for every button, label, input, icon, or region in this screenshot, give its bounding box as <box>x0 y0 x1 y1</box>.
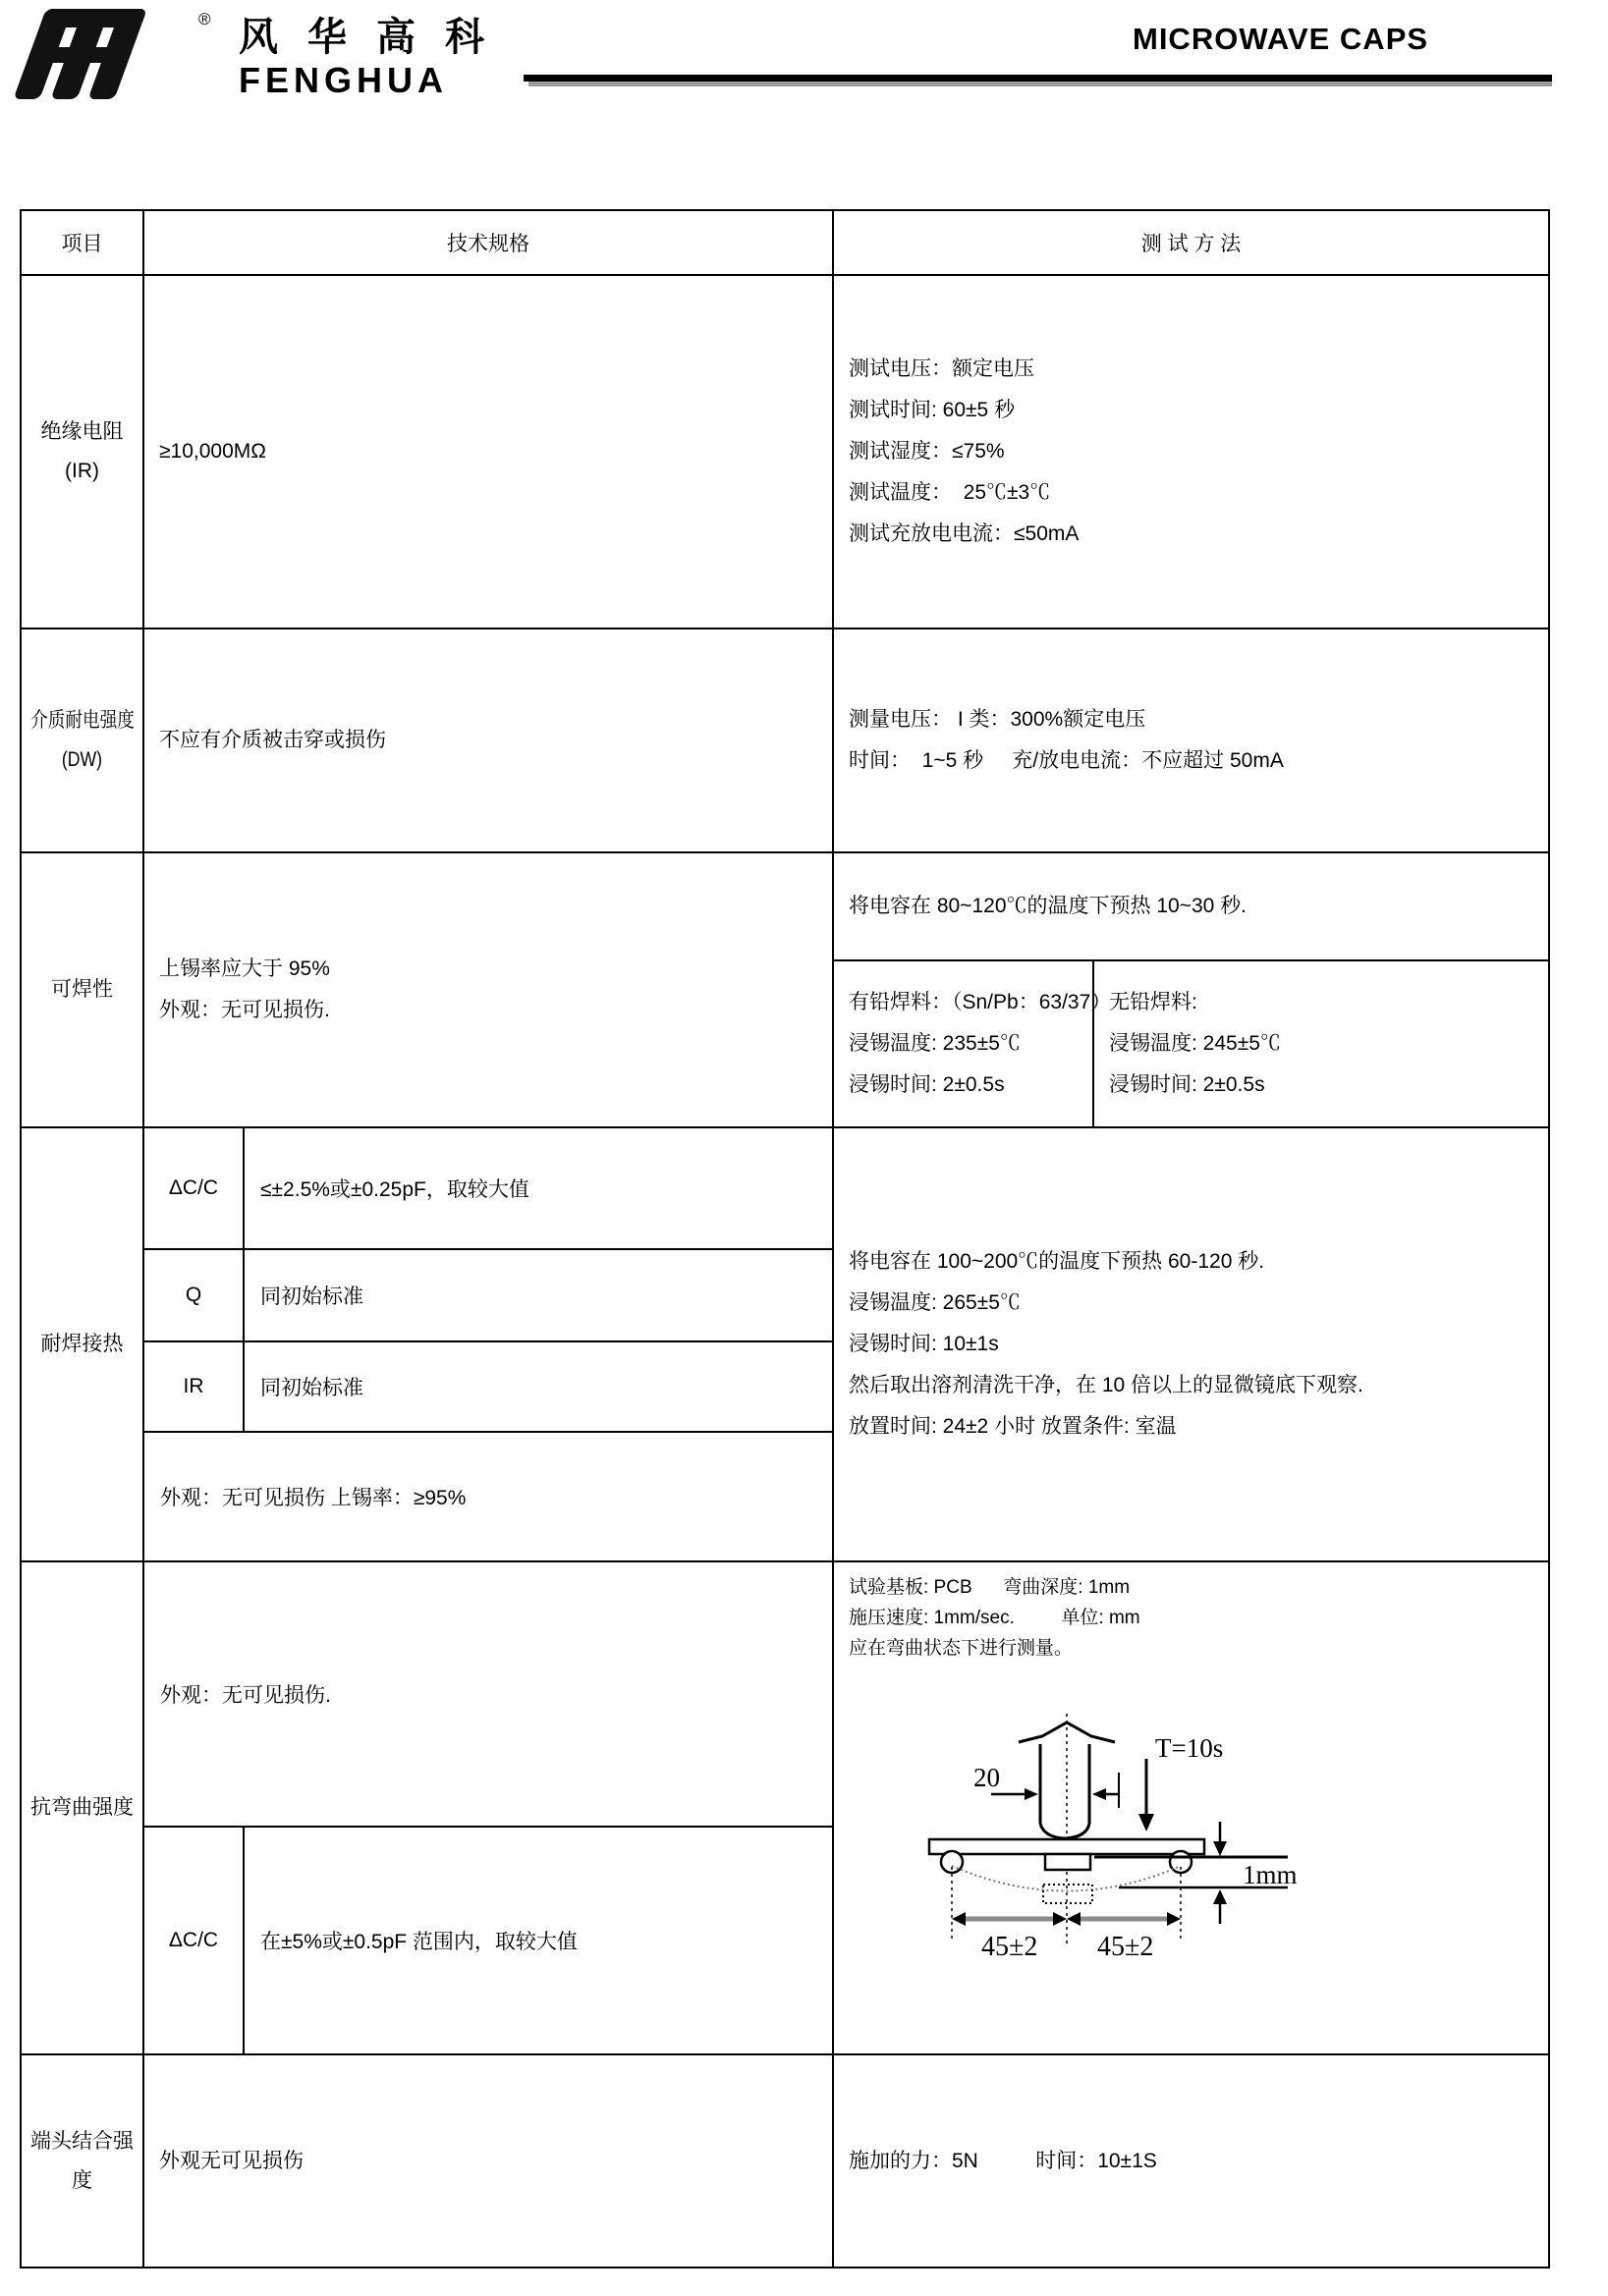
item-label-sub: (IR) <box>65 460 99 482</box>
spec-value: 不应有介质被击穿或损伤 <box>159 729 386 751</box>
item-label: 介质耐电强度 <box>29 709 135 732</box>
span-right-label: 45±2 <box>1097 1932 1154 1962</box>
item-cell <box>22 1128 142 1560</box>
method-cell <box>832 1562 1548 2053</box>
item-label: 端头结合强 <box>30 2129 134 2153</box>
method-line: 应在弯曲状态下进行测量。 <box>849 1638 1074 1659</box>
method-line: 放置时间: 24±2 小时 放置条件: 室温 <box>849 1415 1177 1438</box>
spec-subrow <box>144 1826 832 2053</box>
item-cell <box>22 2055 142 2267</box>
method-cell <box>832 629 1548 851</box>
spec-sub-value: 同初始标准 <box>260 1285 363 1308</box>
item-label: 耐焊接热 <box>40 1333 124 1355</box>
method-line: 浸锡时间: 2±0.5s <box>849 1073 1005 1096</box>
brand-name-en: FENGHUA <box>239 60 448 100</box>
table-header-row <box>22 211 1548 274</box>
table-row <box>22 851 1548 1126</box>
method-line: 将电容在 100~200℃的温度下预热 60-120 秒. <box>849 1250 1265 1273</box>
item-label-sub: (DW) <box>61 748 103 771</box>
deflection-label: 1mm <box>1243 1860 1298 1889</box>
spec-cell <box>142 853 832 1126</box>
spec-sub-label: IR <box>144 1342 245 1431</box>
spec-line: 外观：无可见损伤. <box>159 999 330 1021</box>
method-line: 有铅焊料：（Sn/Pb：63/37） <box>849 991 1112 1013</box>
method-line: 浸锡时间: 10±1s <box>849 1333 999 1355</box>
fenghua-logo-icon <box>14 6 200 102</box>
table-row <box>22 628 1548 851</box>
item-label-sub: 度 <box>72 2168 92 2192</box>
item-cell <box>22 276 142 628</box>
spec-sub-value: 在±5%或±0.5pF 范围内，取较大值 <box>260 1931 578 1953</box>
method-line: 时间： 1~5 秒 充/放电电流：不应超过 50mA <box>849 749 1284 772</box>
leaded-solder-cell <box>834 961 1112 1126</box>
page-title: MICROWAVE CAPS <box>1133 22 1429 56</box>
spec-subrow <box>144 1248 832 1340</box>
header <box>0 0 1608 108</box>
method-line: 浸锡温度: 265±5℃ <box>849 1291 1021 1314</box>
capacitor-bent <box>1043 1885 1092 1903</box>
method-cell <box>832 853 1548 1126</box>
method-cell <box>832 276 1548 628</box>
capacitor <box>1045 1854 1090 1870</box>
spec-cell <box>142 2055 832 2267</box>
method-line: 施压速度: 1mm/sec. 单位: mm <box>849 1608 1140 1628</box>
item-cell <box>22 853 142 1126</box>
table-row <box>22 274 1548 628</box>
item-label: 绝缘电阻 <box>40 420 124 443</box>
solder-cells <box>834 961 1548 1126</box>
jig-top <box>1019 1722 1115 1742</box>
brand-name-cn: 风华高科 <box>239 16 514 59</box>
method-line: 测试时间: 60±5 秒 <box>849 399 1016 421</box>
item-label: 可焊性 <box>51 978 113 1001</box>
spec-sub-value: ≤±2.5%或±0.25pF，取较大值 <box>260 1178 529 1201</box>
table-row <box>22 1126 1548 1560</box>
method-line: 无铅焊料: <box>1109 991 1197 1013</box>
appearance-text: 外观：无可见损伤 上锡率：≥95% <box>160 1487 467 1509</box>
spec-subrow <box>144 1128 832 1248</box>
method-line: 施加的力：5N 时间：10±1S <box>849 2149 1157 2172</box>
appearance-row <box>144 1431 832 1560</box>
spec-sub-value: 同初始标准 <box>260 1377 363 1399</box>
spec-sub-label: ΔC/C <box>144 1128 245 1248</box>
spec-line: 上锡率应大于 95% <box>159 957 330 980</box>
span-left-label: 45±2 <box>981 1932 1038 1962</box>
method-line: 测试充放电电流：≤50mA <box>849 522 1080 545</box>
spec-sub-label: Q <box>144 1250 245 1340</box>
method-line: 测试电压：额定电压 <box>849 357 1034 380</box>
jig-tip <box>1040 1824 1089 1838</box>
method-cell <box>832 1128 1548 1560</box>
spec-cell <box>142 276 832 628</box>
method-line: 测试湿度：≤75% <box>849 440 1005 463</box>
col-header-method: 测 试 方 法 <box>832 211 1548 274</box>
method-line: 测试温度： 25℃±3℃ <box>849 481 1051 504</box>
jig-width-label: 20 <box>973 1763 1000 1792</box>
spec-value: ≥10,000MΩ <box>159 440 266 463</box>
table-row <box>22 2053 1548 2267</box>
item-cell <box>22 1562 142 2053</box>
method-line: 将电容在 80~120℃的温度下预热 10~30 秒. <box>849 895 1247 917</box>
preheat-cell <box>834 853 1548 961</box>
method-line: 测量电压： I 类：300%额定电压 <box>849 708 1146 731</box>
item-label: 抗弯曲强度 <box>30 1796 134 1819</box>
spec-subrow <box>144 1340 832 1431</box>
item-cell <box>22 629 142 851</box>
method-cell <box>832 2055 1548 2267</box>
spec-cell <box>142 1562 832 2053</box>
header-rule-black <box>524 75 1552 82</box>
bend-test-diagram <box>883 1710 1315 1972</box>
table-row <box>22 1560 1548 2053</box>
header-rule-gray <box>528 82 1552 86</box>
method-line: 浸锡温度: 245±5℃ <box>1109 1032 1281 1055</box>
lead-free-solder-cell <box>1094 961 1548 1126</box>
appearance-text: 外观：无可见损伤. <box>160 1684 331 1707</box>
col-header-item: 项目 <box>61 233 103 255</box>
spec-cell <box>142 629 832 851</box>
method-line: 浸锡时间: 2±0.5s <box>1109 1073 1265 1096</box>
method-line: 然后取出溶剂清洗干净，在 10 倍以上的显微镜底下观察. <box>849 1374 1363 1396</box>
spec-table <box>20 209 1550 2269</box>
spec-cell <box>142 1128 832 1560</box>
spec-value: 外观无可见损伤 <box>159 2149 304 2172</box>
press-time-label: T=10s <box>1155 1733 1224 1763</box>
pcb-board <box>929 1839 1204 1854</box>
spec-sub-label: ΔC/C <box>144 1828 245 2053</box>
method-line: 试验基板: PCB 弯曲深度: 1mm <box>849 1577 1131 1598</box>
col-header-spec: 技术规格 <box>142 211 832 274</box>
method-line: 浸锡温度: 235±5℃ <box>849 1032 1021 1055</box>
registered-mark: ® <box>198 10 211 28</box>
